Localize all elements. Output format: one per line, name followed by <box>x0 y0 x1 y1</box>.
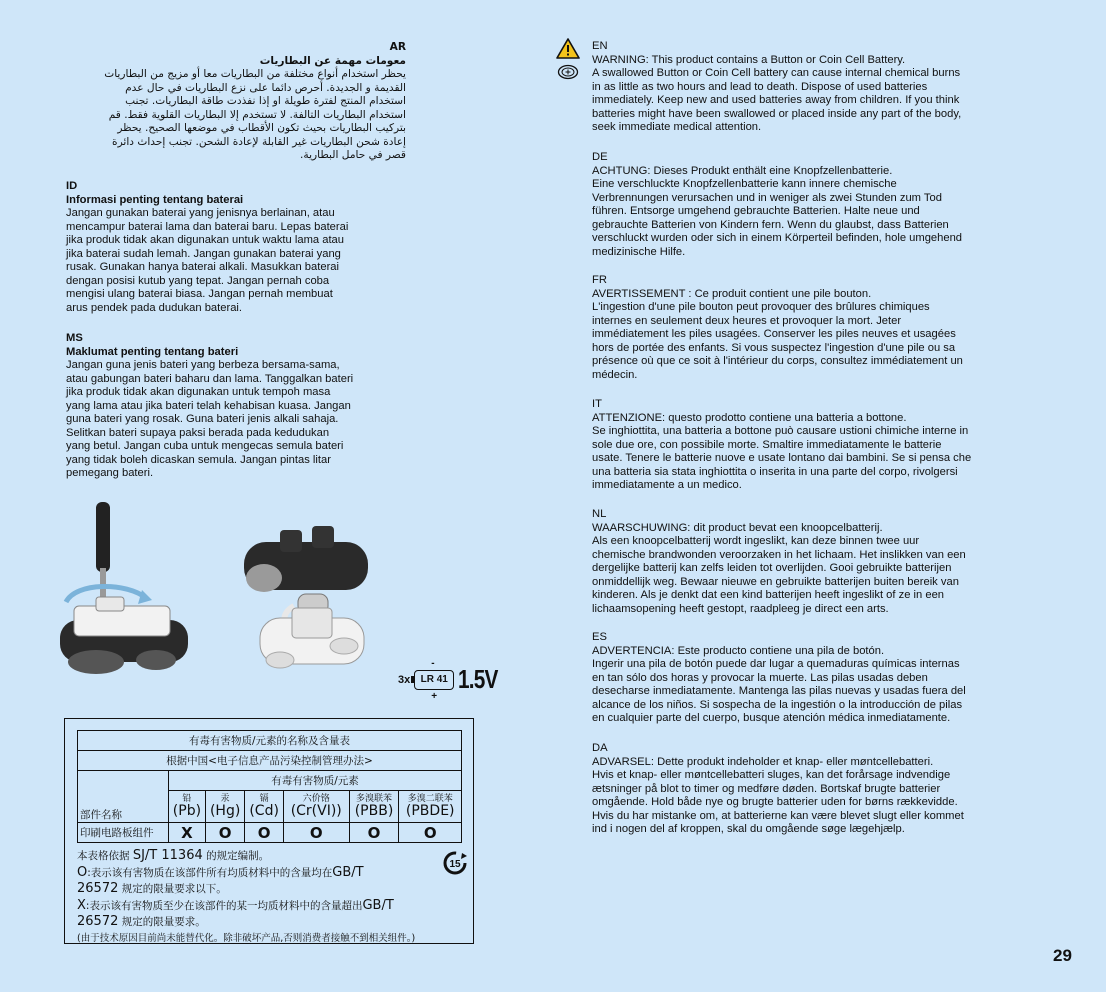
coin-cell-icon <box>557 64 579 80</box>
fr-line: internes en seulement deux heures et provoquer la mort. Jeter <box>592 314 902 327</box>
da-lang-code: DA <box>592 742 608 754</box>
element-header: 多溴二联苯 (PBDE) <box>399 791 462 823</box>
ar-line: يحظر استخدام أنواع مختلفة من البطاريات معا أو مزيج من البطاريات <box>104 68 406 80</box>
fr-line: médecin. <box>592 368 638 381</box>
nl-line: WAARSCHUWING: dit product bevat een knoopcelbatterij. <box>592 521 883 534</box>
en-line: in as little as two hours and lead to death. Dispose of used batteries <box>592 80 928 93</box>
ar-line: استخدام المنتج لفترة طويلة او إذا نفذدت طاقة البطاريات. تجنب <box>125 95 406 107</box>
en-section <box>592 40 1072 135</box>
it-line: Se inghiottita, una batteria a bottone può causare ustioni chimiche interne in <box>592 425 969 437</box>
element-header: 汞 (Hg) <box>205 791 245 823</box>
ar-line: القديمة و الجديدة. أحرص دائما على نزع البطاريات في حال عدم <box>125 81 406 94</box>
screwdriver-battery-box-illustration <box>56 502 196 692</box>
fr-line: présence où que ce soit à l'intérieur du corps, consultez immédiatement un <box>592 355 963 367</box>
part-column-header: 部件名称 <box>78 791 169 823</box>
ar-line: بتركيب البطاريات بحيث تكون الأقطاب في موضعها الصحيح. يحظر <box>117 122 406 134</box>
table-group-header: 有毒有害物质/元素 <box>169 771 462 791</box>
ms-line: Selitkan bateri supaya paksi berada pada kedudukan <box>66 426 330 439</box>
da-line: Hvis et knap- eller møntcellebatteri sluges, kan det forårsage indvendige <box>592 769 951 781</box>
ms-heading: Maklumat penting tentang bateri <box>66 345 239 358</box>
de-line: gebrauchte Batterien von Kindern fern. Wenn du glaubst, dass Batterien <box>592 218 949 231</box>
table-blank-cell <box>78 771 169 791</box>
element-header: 六价铬 (Cr(VI)) <box>283 791 349 823</box>
ms-section <box>66 332 411 481</box>
de-line: Eine verschluckte Knopfzellenbatterie kann innere chemische <box>592 178 897 190</box>
id-line: dengan posisi kutub yang tepat. Jangan pernah coba <box>66 274 330 287</box>
id-line: mencampur baterai lama dan baterai baru. Lepas baterai <box>66 220 349 233</box>
da-line: ind i nogen del af kroppen, skal du omgående søge lægehjælp. <box>592 823 905 835</box>
nl-line: dergelijke batterij kan zelfs leiden tot overlijden. Gooi gebruikte batterijen <box>592 562 952 574</box>
id-line: Jangan gunakan baterai yang jenisnya berlainan, atau <box>66 207 335 219</box>
fr-line: immédiatement les piles usagées. Conserver les piles neuves et usagées <box>592 328 956 340</box>
it-lang-code: IT <box>592 398 602 410</box>
da-line: ADVARSEL: Dette produkt indeholder et knap- eller møntcellebatteri. <box>592 755 934 768</box>
note-technical-reason: (由于技术原因目前尚未能替代化。除非破坏产品,否则消费者接触不到相关组件。) <box>77 932 416 944</box>
id-line: mengisi ulang baterai biasa. Jangan pernah membuat <box>66 288 333 300</box>
da-line: ætsninger på blot to timer og medføre døden. Bortskaf brugte batterier <box>592 782 941 795</box>
note-x-meaning-cont: 26572 规定的限量要求。 <box>77 914 206 929</box>
note-x-meaning: X:表示该有害物质至少在该部件的某一均质材料中的含量超出GB/T <box>77 897 394 913</box>
fr-lang-code: FR <box>592 274 607 286</box>
battery-cell-icon <box>414 657 454 702</box>
nl-lang-code: NL <box>592 508 607 520</box>
battery-minus-sign: - <box>431 657 435 669</box>
substance-mark: O <box>349 823 399 843</box>
de-line: verschluckt wurden oder sich in einem Körperteil befinden, hole umgehend <box>592 232 963 244</box>
ms-line: atau gabungan bateri baharu dan lama. Tanggalkan bateri <box>66 372 354 385</box>
da-line: omgående. Hold både nye og brugte batterier uden for børns rækkevidde. <box>592 796 958 808</box>
ms-line: guna bateri yang rosak. Guna bateri jenis alkali sahaja. <box>66 413 339 425</box>
nl-line: chemische brandwonden veroorzaken in het lichaam. Het inslikken van een <box>592 548 966 561</box>
element-header: 多溴联苯 (PBB) <box>349 791 399 823</box>
battery-compartment-illustration <box>240 522 380 692</box>
en-line: A swallowed Button or Coin Cell battery can cause internal chemical burns <box>592 67 961 79</box>
de-section <box>592 151 1072 259</box>
fr-line: L'ingestion d'une pile bouton peut provoquer des brûlures chimiques <box>592 301 930 313</box>
it-line: usate. Tenere le batterie nuove e usate lontano dai bambini. Se si pensa che <box>592 452 972 464</box>
ar-lang-code: AR <box>389 41 406 53</box>
en-line: seek immediate medical attention. <box>592 121 762 133</box>
id-line: arus pendek pada dudukan baterai. <box>66 301 243 314</box>
substance-mark: O <box>283 823 349 843</box>
es-line: en tan sólo dos horas y provocar la muerte. Las pilas usadas deben <box>592 671 928 684</box>
de-line: führen. Entsorge umgehend gebrauchte Batterien. Halte neue und <box>592 205 920 217</box>
substance-mark: X <box>169 823 206 843</box>
warning-triangle-icon <box>556 38 580 59</box>
ar-heading: معومات مهمة عن البطاريات <box>259 54 406 67</box>
it-line: sole due ore, con possibile morte. Smaltire immediatamente le batterie <box>592 438 942 451</box>
nl-line: Als een knoopcelbatterij wordt ingeslikt, kan deze binnen twee uur <box>592 535 920 547</box>
note-o-meaning: O:表示该有害物质在该部件所有均质材料中的含量均在GB/T <box>77 864 364 880</box>
svg-text:15: 15 <box>449 859 461 870</box>
da-line: Hvis du har mistanke om, at batterierne kan være blevet slugt eller kommet <box>592 809 964 822</box>
en-lang-code: EN <box>592 40 608 52</box>
environment-protection-period-icon <box>442 850 468 876</box>
note-o-meaning-cont: 26572 规定的限量要求以下。 <box>77 881 227 896</box>
it-section <box>592 398 1072 493</box>
en-line: batteries might have been swallowed or placed inside any part of the body, <box>592 107 962 120</box>
substance-mark: O <box>205 823 245 843</box>
ar-section <box>60 41 406 163</box>
fr-line: hors de portée des enfants. Si vous suspectez l'ingestion d'une pile ou sa <box>592 341 956 354</box>
hazardous-substances-box <box>64 718 474 944</box>
es-section <box>592 631 1072 726</box>
substance-mark: O <box>399 823 462 843</box>
en-line: immediately. Keep new and used batteries away from children. If you think <box>592 94 960 106</box>
table-subtitle: 根据中国<电子信息产品污染控制管理办法> <box>78 751 462 771</box>
it-line: ATTENZIONE: questo prodotto contiene una batteria a bottone. <box>592 411 907 424</box>
it-line: immediatamente a un medico. <box>592 479 742 491</box>
en-line: WARNING: This product contains a Button or Coin Cell Battery. <box>592 53 906 66</box>
es-line: Ingerir una pila de botón puede dar lugar a quemaduras químicas internas <box>592 658 960 670</box>
de-line: Verbrennungen verursachen und in weniger als zwei Stunden zum Tod <box>592 191 942 204</box>
id-lang-code: ID <box>66 180 78 192</box>
id-line: rusak. Gunakan hanya baterai alkali. Masukkan baterai <box>66 261 340 273</box>
element-header: 镉 (Cd) <box>245 791 284 823</box>
hazardous-substances-table <box>77 730 462 843</box>
nl-line: kinderen. Als je denkt dat een kind batterijen heeft ingeslikt of ze in een <box>592 589 945 601</box>
battery-quantity: 3x <box>398 673 411 686</box>
id-line: jika baterai sudah lemah. Jangan gunakan baterai yang <box>66 247 341 260</box>
id-line: jika produk tidak akan digunakan untuk waktu lama atau <box>66 234 344 246</box>
ms-lang-code: MS <box>66 332 83 344</box>
de-line: medizinische Hilfe. <box>592 245 686 258</box>
nl-section <box>592 508 1072 616</box>
de-lang-code: DE <box>592 151 608 163</box>
ms-line: jika produk tidak akan digunakan untuk tempoh masa <box>66 386 331 398</box>
ms-line: pemegang bateri. <box>66 467 154 479</box>
table-title: 有毒有害物质/元素的名称及含量表 <box>78 731 462 751</box>
ar-line: إعادة شحن البطاريات غير القابلة لإعادة الشحن. تجنب إحداث دائرة <box>112 135 406 148</box>
ar-line: استخدام البطاريات التالفة. لا تستخدم إلا البطاريات القلوية فقط. قم <box>108 108 406 121</box>
es-line: desecharse inmediatamente. Mantenga las pilas nuevas y usadas fuera del <box>592 685 966 697</box>
note-standard: 本表格依据 SJ/T 11364 的规定编制。 <box>77 848 270 863</box>
id-section <box>66 180 411 315</box>
de-line: ACHTUNG: Dieses Produkt enthält eine Knopfzellenbatterie. <box>592 164 893 177</box>
fr-line: AVERTISSEMENT : Ce produit contient une pile bouton. <box>592 287 872 300</box>
battery-type: LR 41 <box>420 674 448 685</box>
it-line: una batteria sia stata inghiottita o inserita in una parte del corpo, rivolgersi <box>592 465 958 478</box>
nl-line: lichaamsopening heeft gestopt, raadpleeg je direct een arts. <box>592 602 889 615</box>
page-number: 29 <box>1053 946 1072 965</box>
ms-line: Jangan guna jenis bateri yang berbeza bersama-sama, <box>66 359 340 371</box>
substance-mark: O <box>245 823 284 843</box>
battery-voltage: 1.5V <box>458 664 498 694</box>
element-header: 铅 (Pb) <box>169 791 206 823</box>
es-line: ADVERTENCIA: Este producto contiene una pila de botón. <box>592 644 885 657</box>
es-lang-code: ES <box>592 631 607 643</box>
fr-section <box>592 274 1072 382</box>
battery-spec <box>398 657 508 702</box>
id-heading: Informasi penting tentang baterai <box>66 193 244 206</box>
ms-line: yang lama atau jika bateri telah kehabisan kuasa. Jangan <box>66 399 351 412</box>
ms-line: yang tidak boleh dicaskan semula. Jangan pintas litar <box>66 453 331 466</box>
es-line: alcance de los niños. Si sospecha de la ingestión o la introducción de pilas <box>592 698 963 711</box>
ms-line: yang betul. Jangan cuba untuk mengecas semula bateri <box>66 440 344 452</box>
nl-line: onmiddellijk weg. Bewaar nieuwe en gebruikte batterijen buiten bereik van <box>592 575 959 588</box>
ar-line: قصر في حامل البطارية. <box>300 149 406 161</box>
battery-plus-sign: + <box>431 690 438 702</box>
table-notes <box>77 848 467 946</box>
part-name-cell: 印刷电路板组件 <box>78 823 169 843</box>
da-section <box>592 742 1072 837</box>
es-line: en cualquier parte del cuerpo, busque atención médica inmediatamente. <box>592 712 951 724</box>
